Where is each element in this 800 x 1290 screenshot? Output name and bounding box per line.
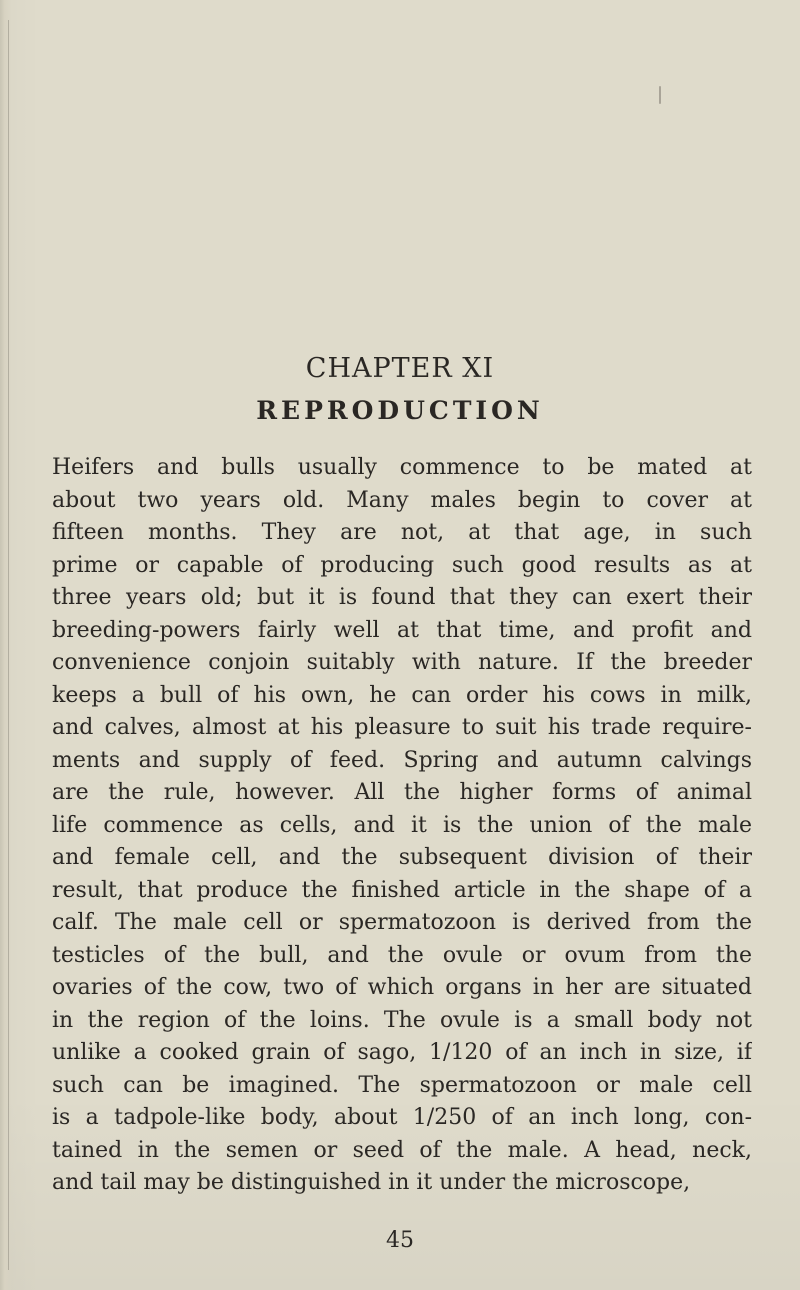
text-line: result, that produce the finished article in the shape of a	[52, 877, 752, 903]
text-line: breeding-powers fairly well at that time, and profit and	[52, 617, 752, 643]
chapter-heading: CHAPTER XI	[305, 353, 495, 384]
body-text	[52, 452, 752, 1200]
text-line: convenience conjoin suitably with nature. If the breeder	[52, 650, 752, 675]
text-line: keeps a bull of his own, he can order his cows in milk,	[52, 682, 752, 708]
chapter-title: REPRODUCTION	[256, 396, 544, 425]
page-edge-shadow	[0, 0, 12, 1290]
paper-speck	[659, 86, 661, 104]
text-line: and tail may be distinguished in it under the microscope,	[52, 1170, 691, 1195]
text-line: are the rule, however. All the higher forms of animal	[52, 780, 752, 805]
text-line: ments and supply of feed. Spring and autumn calvings	[52, 747, 752, 773]
text-line: and calves, almost at his pleasure to suit his trade require-	[52, 715, 752, 740]
text-line: about two years old. Many males begin to cover at	[52, 487, 752, 513]
text-line: testicles of the bull, and the ovule or ovum from the	[52, 942, 752, 968]
text-line: calf. The male cell or spermatozoon is derived from the	[52, 910, 752, 935]
text-line: unlike a cooked grain of sago, 1/120 of an inch in size, if	[52, 1040, 752, 1065]
text-line: is a tadpole-like body, about 1/250 of an inch long, con-	[52, 1105, 752, 1130]
page-edge-line	[8, 20, 9, 1270]
text-line: ovaries of the cow, two of which organs in her are situated	[52, 975, 752, 1000]
text-line: life commence as cells, and it is the union of the male	[52, 812, 752, 838]
text-line: Heifers and bulls usually commence to be mated at	[52, 455, 752, 480]
text-line: fifteen months. They are not, at that age, in such	[52, 520, 752, 545]
text-line: three years old; but it is found that they can exert their	[52, 585, 752, 610]
text-line: such can be imagined. The spermatozoon or male cell	[52, 1072, 752, 1098]
text-line: in the region of the loins. The ovule is a small body not	[52, 1007, 752, 1033]
text-line: tained in the semen or seed of the male. A head, neck,	[52, 1137, 752, 1163]
text-line: and female cell, and the subsequent division of their	[52, 845, 752, 870]
page-number: 45	[386, 1228, 414, 1253]
text-line: prime or capable of producing such good results as at	[52, 552, 752, 578]
